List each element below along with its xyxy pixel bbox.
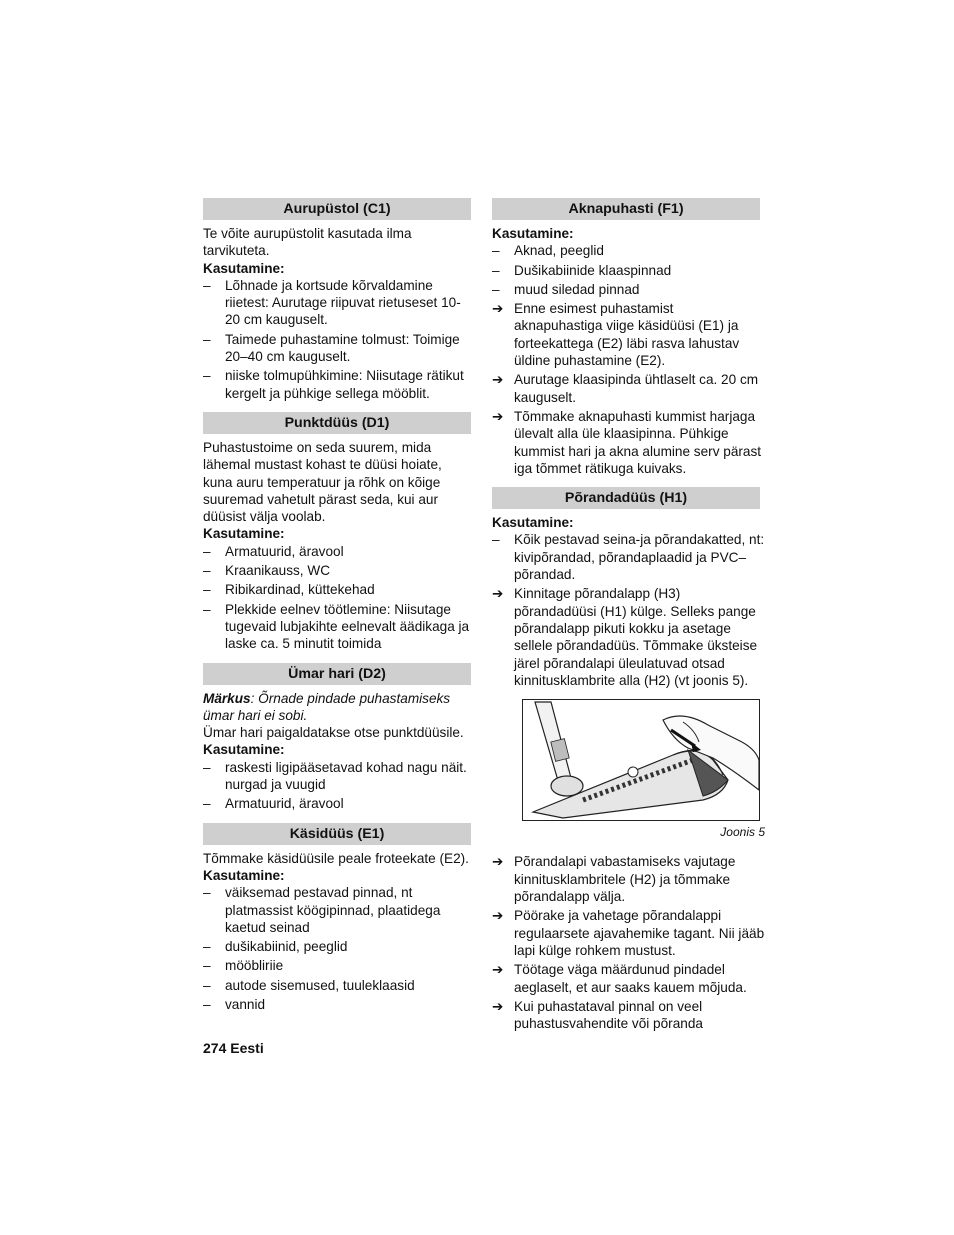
step-item: ➔ Töötage väga määrdunud pindadel aeglaselt, et aur saaks kauem mõjuda. bbox=[492, 962, 747, 995]
usage-list bbox=[492, 242, 765, 477]
arrow-icon: ➔ bbox=[492, 408, 504, 424]
step-item: ➔ Kui puhastataval pinnal on veel puhastusvahendite või põranda bbox=[492, 998, 703, 1032]
list-item: – muud siledad pinnad bbox=[492, 281, 640, 297]
dash-mark: – bbox=[203, 331, 211, 347]
usage-label: Kasutamine: bbox=[492, 226, 574, 241]
paragraph: Te võite aurupüstolit kasutada ilma tarvikuteta. bbox=[203, 226, 412, 259]
usage-label: Kasutamine: bbox=[203, 867, 285, 883]
list-item: – niiske tolmupühkimine: Niisutage rätikut kergelt ja pühkige sellega mööblit. bbox=[203, 368, 464, 401]
arrow-icon: ➔ bbox=[492, 586, 504, 602]
list-item: – dušikabiinid, peeglid bbox=[203, 939, 348, 955]
paragraph: Tõmmake käsidüüsile peale froteekate (E2). bbox=[203, 850, 469, 866]
arrow-icon: ➔ bbox=[492, 301, 504, 317]
page-footer: 274 Eesti bbox=[203, 1040, 264, 1056]
list-item: – Aknad, peeglid bbox=[492, 243, 604, 259]
list-item: – Kõik pestavad seina-ja põrandakatted, nt: kivipõrandad, põrandaplaadid ja PVC–põrandad. bbox=[492, 532, 765, 583]
list-item: – Plekkide eelnev töötlemine: Niisutage tugevaid lubjakihte eelnevalt äädikaga ja laske ca. 5 minutit toimida bbox=[203, 601, 470, 652]
dash-mark: – bbox=[492, 532, 500, 548]
usage-label: Kasutamine: bbox=[203, 526, 285, 542]
section-title-porandaduus: Põrandadüüs (H1) bbox=[492, 487, 760, 509]
step-item: ➔ Aurutage klaasipinda ühtlaselt ca. 20 cm kauguselt. bbox=[492, 372, 759, 405]
dash-mark: – bbox=[203, 958, 211, 974]
dash-mark: – bbox=[203, 796, 211, 812]
step-item: ➔ Kinnitage põrandalapp (H3) põrandadüüsi (H1) külge. Selleks pange põrandalapp pikuti kokku ja asetage sellele põrandadüüs. Tõmmake üksteise järel põrandalapi üleulatuvad otsad kinnitusklambrite alla (H2) (vt joonis 5). bbox=[492, 586, 758, 688]
dash-mark: – bbox=[203, 368, 211, 384]
dash-mark: – bbox=[203, 582, 211, 598]
floor-nozzle-illustration bbox=[522, 699, 760, 821]
step-item: ➔ Tõmmake aknapuhasti kummist harjaga ülevalt alla üle klaasipinna. Pühkige kummist hari ja akna alumine serv pärast iga tõmmet rätikuga kuivaks. bbox=[492, 408, 762, 476]
arrow-icon: ➔ bbox=[492, 998, 504, 1014]
dash-mark: – bbox=[203, 759, 211, 775]
step-item: ➔ Pöörake ja vahetage põrandalappi regulaarsete ajavahemike tagant. Nii jääb lapi külge rohkem mustust. bbox=[492, 908, 765, 958]
list-item: – väiksemad pestavad pinnad, nt platmassist köögipinnad, plaatidega kaetud seinad bbox=[203, 885, 441, 935]
step-item: ➔ Põrandalapi vabastamiseks vajutage kinnitusklambritele (H2) ja tõmmake põrandalapp välja. bbox=[492, 854, 736, 905]
usage-list bbox=[203, 759, 475, 813]
list-item: – mööbliriie bbox=[203, 958, 284, 974]
list-item: – Armatuurid, äravool bbox=[203, 796, 344, 812]
list-item: – raskesti ligipääsetavad kohad nagu näit. nurgad ja vuugid bbox=[203, 759, 467, 793]
dash-mark: – bbox=[203, 543, 211, 559]
list-item: – Dušikabiinide klaaspinnad bbox=[492, 262, 672, 278]
usage-label: Kasutamine: bbox=[203, 742, 285, 758]
right-column bbox=[492, 198, 765, 1034]
dash-mark: – bbox=[203, 885, 211, 901]
list-item: – autode sisemused, tuuleklaasid bbox=[203, 977, 415, 993]
steps-list bbox=[492, 853, 765, 1032]
dash-mark: – bbox=[492, 281, 500, 297]
list-item: – Armatuurid, äravool bbox=[203, 543, 344, 559]
arrow-icon: ➔ bbox=[492, 962, 504, 978]
arrow-icon: ➔ bbox=[492, 854, 504, 870]
paragraph: Puhastustoime on seda suurem, mida lähemal mustast kohast te düüsi hoiate, kuna auru temperatuur ja rõhk on kõige suuremad vahetult pärast seda, kui aur düüsist välja voolab. bbox=[203, 439, 442, 525]
step-item: ➔ Enne esimest puhastamist aknapuhastiga viige käsidüüsi (E1) ja forteekattega (E2) läbi rasva lahustav üldine puhastamine (E2). bbox=[492, 301, 740, 369]
dash-mark: – bbox=[492, 262, 500, 278]
list-item: – Ribikardinad, küttekehad bbox=[203, 582, 375, 598]
left-column bbox=[203, 198, 475, 1015]
dash-mark: – bbox=[492, 243, 500, 259]
arrow-icon: ➔ bbox=[492, 372, 504, 388]
list-item: – Lõhnade ja kortsude kõrvaldamine riietest: Aurutage riipuvat rietuseset 10-20 cm kauguselt. bbox=[203, 277, 461, 328]
dash-mark: – bbox=[203, 939, 211, 955]
usage-list bbox=[203, 277, 475, 402]
dash-mark: – bbox=[203, 996, 211, 1012]
list-item: – vannid bbox=[203, 996, 266, 1012]
list-item: – Taimede puhastamine tolmust: Toimige 20–40 cm kauguselt. bbox=[203, 331, 460, 365]
usage-label: Kasutamine: bbox=[203, 260, 285, 276]
section-title-punktduus: Punktdüüs (D1) bbox=[203, 412, 471, 434]
section-title-kasiduus: Käsidüüs (E1) bbox=[203, 823, 471, 845]
dash-mark: – bbox=[203, 601, 211, 617]
note-text: : Õrnade pindade puhastamiseks ümar hari ei sobi. bbox=[203, 690, 451, 723]
list-item: – Kraanikauss, WC bbox=[203, 563, 331, 579]
dash-mark: – bbox=[203, 277, 211, 293]
usage-label: Kasutamine: bbox=[492, 515, 574, 531]
section-title-aknapuhasti: Aknapuhasti (F1) bbox=[492, 198, 760, 220]
usage-list bbox=[492, 531, 765, 689]
usage-list bbox=[203, 543, 475, 653]
section-title-umar-hari: Ümar hari (D2) bbox=[203, 663, 471, 685]
dash-mark: – bbox=[203, 977, 211, 993]
note-label: Märkus bbox=[203, 690, 251, 706]
paragraph: Ümar hari paigaldatakse otse punktdüüsile. bbox=[203, 725, 464, 741]
dash-mark: – bbox=[203, 563, 211, 579]
arrow-icon: ➔ bbox=[492, 908, 504, 924]
usage-list bbox=[203, 884, 475, 1013]
figure-caption: Joonis 5 bbox=[720, 825, 765, 840]
section-title-aurupustol: Aurupüstol (C1) bbox=[203, 198, 471, 220]
note bbox=[203, 690, 475, 725]
